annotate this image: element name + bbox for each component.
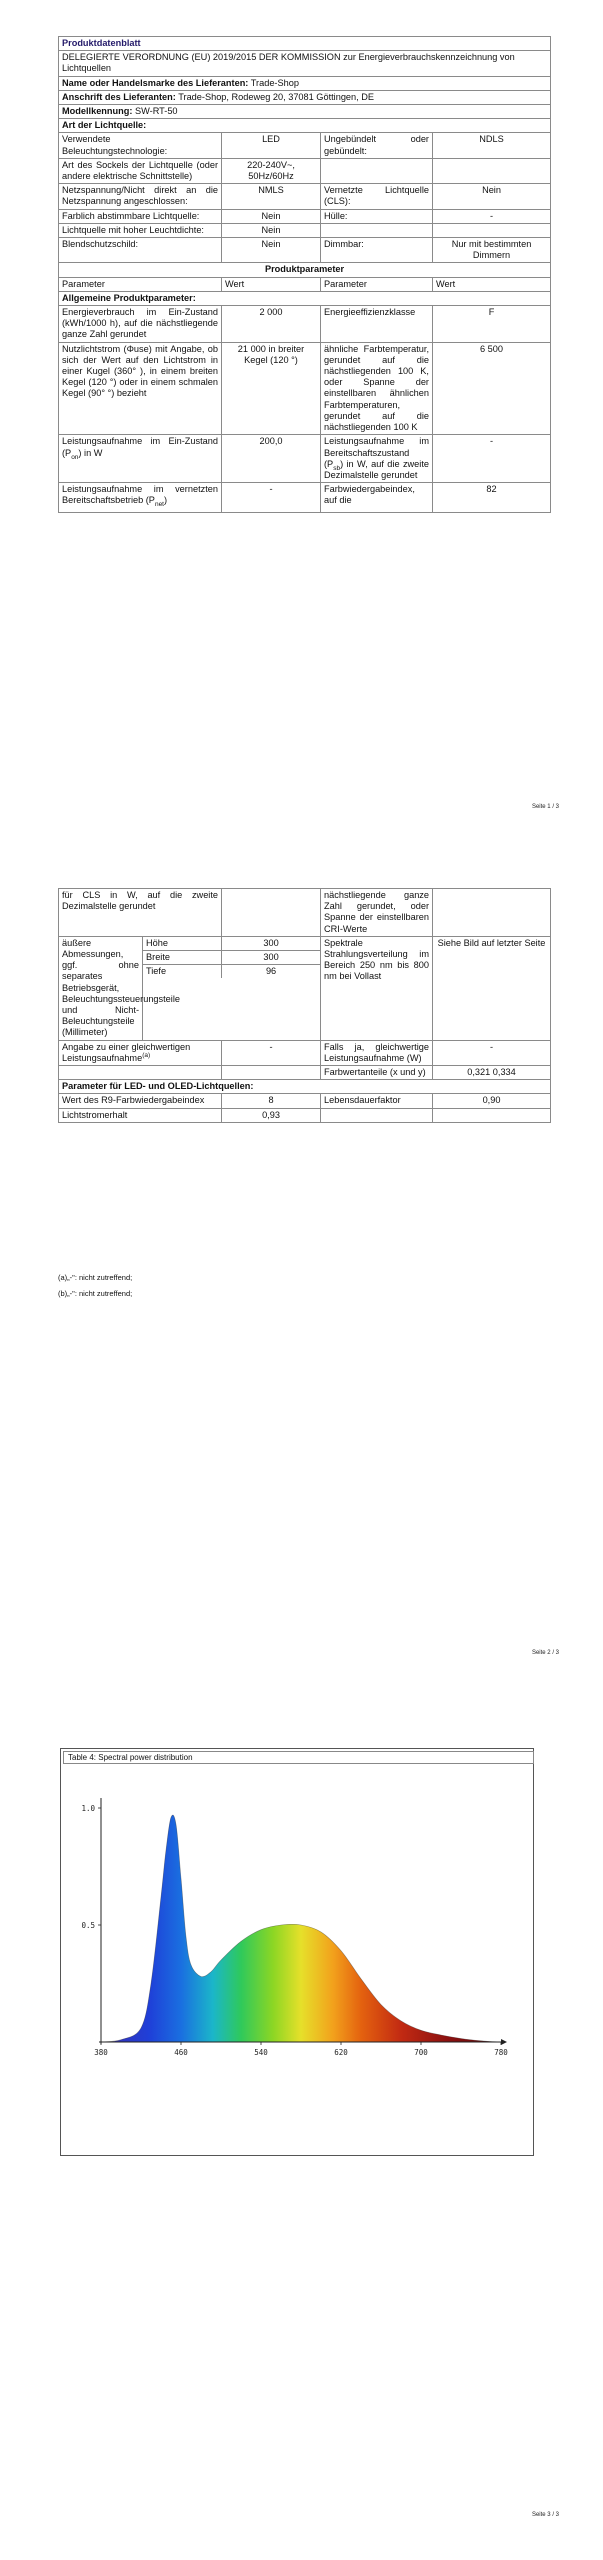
anti-glare-value: Nein xyxy=(222,238,321,263)
address-label: Anschrift des Lieferanten: xyxy=(62,91,176,102)
r9-label: Wert des R9-Farbwiedergabeindex xyxy=(59,1094,222,1108)
product-parameters-heading: Produktparameter xyxy=(59,263,551,277)
page-2 xyxy=(0,850,603,1700)
standby-power-label xyxy=(321,435,433,483)
empty-cell xyxy=(321,1108,433,1122)
color-temperature-label: ähnliche Farbtemperatur, gerundet auf die nächstliegenden 100 K, oder Spanne der einstellbaren ähnlichen Farbtemperaturen, gerundet auf die nächstliegenden 100 K xyxy=(321,342,433,435)
x-tick-label: 620 xyxy=(334,2048,348,2057)
col-header-value: Wert xyxy=(433,277,551,291)
page-number: Seite 3 / 3 xyxy=(531,2512,559,2518)
on-mode-power-label xyxy=(59,435,222,483)
energy-class-value: F xyxy=(433,306,551,343)
footnote-ref-a: (a) xyxy=(142,1051,151,1059)
empty-cell xyxy=(222,1066,321,1080)
supplier-value: Trade-Shop xyxy=(250,77,299,88)
dimension-value: 300 xyxy=(222,937,320,951)
equivalent-power-label xyxy=(59,1040,222,1065)
empty-cell xyxy=(433,158,551,183)
standby-power-rest: ) in W, auf die zweite Dezimalstelle gerundet xyxy=(324,458,429,480)
technology-value: LED xyxy=(222,133,321,158)
on-mode-subscript: on xyxy=(71,453,79,461)
x-tick-label: 380 xyxy=(94,2048,108,2057)
model-value: SW-RT-50 xyxy=(135,106,178,117)
datasheet-table-part-1 xyxy=(58,36,551,513)
figure-title: Table 4: Spectral power distribution xyxy=(68,1753,193,1762)
luminous-flux-label: Nutzlichtstrom (Φuse) mit Angabe, ob sich der Wert auf den Lichtstrom in einer Kugel (360° ), in einem breiten Kegel (120 °) oder in einem schmalen Kegel (90° °) bezieht xyxy=(59,342,222,435)
dimension-value: 96 xyxy=(222,965,320,979)
directional-label: Ungebündelt oder gebündelt: xyxy=(321,133,433,158)
datasheet-table-part-2 xyxy=(58,888,551,1123)
lumen-maintenance-value: 0,93 xyxy=(222,1108,321,1122)
col-header-parameter: Parameter xyxy=(59,277,222,291)
dimension-row xyxy=(143,951,320,965)
equivalent-watt-label: Falls ja, gleichwertige Leistungsaufnahme (W) xyxy=(321,1040,433,1065)
empty-cell xyxy=(222,889,321,937)
survival-factor-value: 0,90 xyxy=(433,1094,551,1108)
envelope-label: Hülle: xyxy=(321,209,433,223)
energy-class-label: Energieeffizienzklasse xyxy=(321,306,433,343)
cri-value: 82 xyxy=(433,483,551,513)
lumen-maintenance-label: Lichtstromerhalt xyxy=(59,1108,222,1122)
directional-value: NDLS xyxy=(433,133,551,158)
cap-type-value: 220-240V~, 50Hz/60Hz xyxy=(222,158,321,183)
empty-cell xyxy=(433,889,551,937)
tunable-label: Farblich abstimmbare Lichtquelle: xyxy=(59,209,222,223)
on-mode-power-value: 200,0 xyxy=(222,435,321,483)
cri-label: Farbwiedergabeindex, auf die xyxy=(321,483,433,513)
x-tick-label: 780 xyxy=(494,2048,508,2057)
spectral-chart xyxy=(61,1749,533,2155)
page-1 xyxy=(0,0,603,850)
survival-factor-label: Lebensdauerfaktor xyxy=(321,1094,433,1108)
x-axis-arrow-icon xyxy=(501,2039,507,2045)
empty-cell xyxy=(321,223,433,237)
cap-type-label: Art des Sockels der Lichtquelle (oder andere elektrische Schnittstelle) xyxy=(59,158,222,183)
standby-power-text: Leistungsaufnahme im Bereitschaftszustand (P xyxy=(324,436,429,469)
dimensions-label: äußere Abmessungen, ggf. ohne separates Betriebsgerät, Beleuchtungssteuerungsteile und Nicht-Beleuchtungsteile (Millimeter) xyxy=(59,936,143,1040)
cri-continued: nächstliegende ganze Zahl gerundet, oder Spanne der einstellbaren CRI-Werte xyxy=(321,889,433,937)
cls-value: Nein xyxy=(433,184,551,209)
plot-area xyxy=(81,1798,508,2057)
on-mode-power-text: Leistungsaufnahme im Ein-Zustand (P xyxy=(62,436,218,458)
empty-cell xyxy=(433,1108,551,1122)
col-header-value: Wert xyxy=(222,277,321,291)
energy-consumption-label: Energieverbrauch im Ein-Zustand (kWh/1000 h), auf die nächstliegende ganze Zahl gerundet xyxy=(59,306,222,343)
standby-power-value: - xyxy=(433,435,551,483)
networked-standby-value: - xyxy=(222,483,321,513)
spectral-distribution-value: Siehe Bild auf letzter Seite xyxy=(433,936,551,1040)
dimensions-table xyxy=(143,937,320,979)
led-parameters-heading: Parameter für LED- und OLED-Lichtquellen: xyxy=(59,1080,551,1094)
footnote-b: (b)„-": nicht zutreffend; xyxy=(58,1289,133,1298)
anti-glare-label: Blendschutzschild: xyxy=(59,238,222,263)
supplier-label: Name oder Handelsmarke des Lieferanten: xyxy=(62,77,249,88)
equivalent-watt-value: - xyxy=(433,1040,551,1065)
address-row xyxy=(59,90,551,104)
spectral-chart-frame xyxy=(60,1748,534,2156)
dimension-name: Tiefe xyxy=(146,966,167,977)
supplier-row xyxy=(59,76,551,90)
networked-standby-close: ) xyxy=(164,495,168,506)
high-luminance-label: Lichtquelle mit hoher Leuchtdichte: xyxy=(59,223,222,237)
page-number: Seite 1 / 3 xyxy=(531,804,559,810)
model-label: Modellkennung: xyxy=(62,106,133,117)
dimension-name: Höhe xyxy=(143,937,222,951)
empty-cell xyxy=(321,158,433,183)
address-value: Trade-Shop, Rodeweg 20, 37081 Göttingen, DE xyxy=(178,91,375,102)
spectrum-area xyxy=(101,1815,501,2042)
technology-label: Verwendete Beleuchtungstechnologie: xyxy=(59,133,222,158)
networked-standby-label xyxy=(59,483,222,513)
color-temperature-value: 6 500 xyxy=(433,342,551,435)
equivalent-power-text: Angabe zu einer gleichwertigen Leistungsaufnahme xyxy=(62,1041,191,1063)
dimension-row xyxy=(143,965,320,979)
dimension-row xyxy=(143,937,320,951)
equivalent-power-value: - xyxy=(222,1040,321,1065)
x-tick-label: 700 xyxy=(414,2048,428,2057)
x-tick-label: 540 xyxy=(254,2048,268,2057)
luminous-flux-value: 21 000 in breiter Kegel (120 °) xyxy=(222,342,321,435)
col-header-parameter: Parameter xyxy=(321,277,433,291)
envelope-value: - xyxy=(433,209,551,223)
model-row xyxy=(59,105,551,119)
y-tick-label: 0.5 xyxy=(81,1921,95,1930)
x-tick-label: 460 xyxy=(174,2048,188,2057)
networked-subscript: net xyxy=(154,501,164,509)
dimension-value: 300 xyxy=(222,951,320,965)
spectral-distribution-label: Spektrale Strahlungsverteilung im Bereich 250 nm bis 800 nm bei Vollast xyxy=(321,936,433,1040)
on-mode-power-unit: ) in W xyxy=(78,447,103,458)
networked-standby-continued: für CLS in W, auf die zweite Dezimalstelle gerundet xyxy=(59,889,222,937)
energy-consumption-value: 2 000 xyxy=(222,306,321,343)
empty-cell xyxy=(59,1066,222,1080)
chromaticity-value: 0,321 0,334 xyxy=(433,1066,551,1080)
standby-subscript: sb xyxy=(333,464,341,472)
dimension-name: Breite xyxy=(143,951,222,965)
dimmable-label: Dimmbar: xyxy=(321,238,433,263)
mains-value: NMLS xyxy=(222,184,321,209)
cls-label: Vernetzte Lichtquelle (CLS): xyxy=(321,184,433,209)
general-parameters-heading: Allgemeine Produktparameter: xyxy=(59,291,551,305)
empty-cell xyxy=(433,223,551,237)
dimensions-cell xyxy=(143,936,321,1040)
networked-standby-text: Leistungsaufnahme im vernetzten Bereitschaftsbetrieb (P xyxy=(62,484,218,506)
document-title: Produktdatenblatt xyxy=(59,37,551,51)
regulation-text: DELEGIERTE VERORDNUNG (EU) 2019/2015 DER KOMMISSION zur Energieverbrauchskennzeichnung von Lichtquellen xyxy=(59,51,551,76)
y-tick-label: 1.0 xyxy=(81,1804,95,1813)
chromaticity-label: Farbwertanteile (x und y) xyxy=(321,1066,433,1080)
page-number: Seite 2 / 3 xyxy=(531,1650,559,1656)
high-luminance-value: Nein xyxy=(222,223,321,237)
tunable-value: Nein xyxy=(222,209,321,223)
dimmable-value: Nur mit bestimmten Dimmern xyxy=(433,238,551,263)
r9-value: 8 xyxy=(222,1094,321,1108)
footnote-a: (a)„-": nicht zutreffend; xyxy=(58,1273,133,1282)
light-source-type-heading: Art der Lichtquelle: xyxy=(59,119,551,133)
mains-label: Netzspannung/Nicht direkt an die Netzspannung angeschlossen: xyxy=(59,184,222,209)
